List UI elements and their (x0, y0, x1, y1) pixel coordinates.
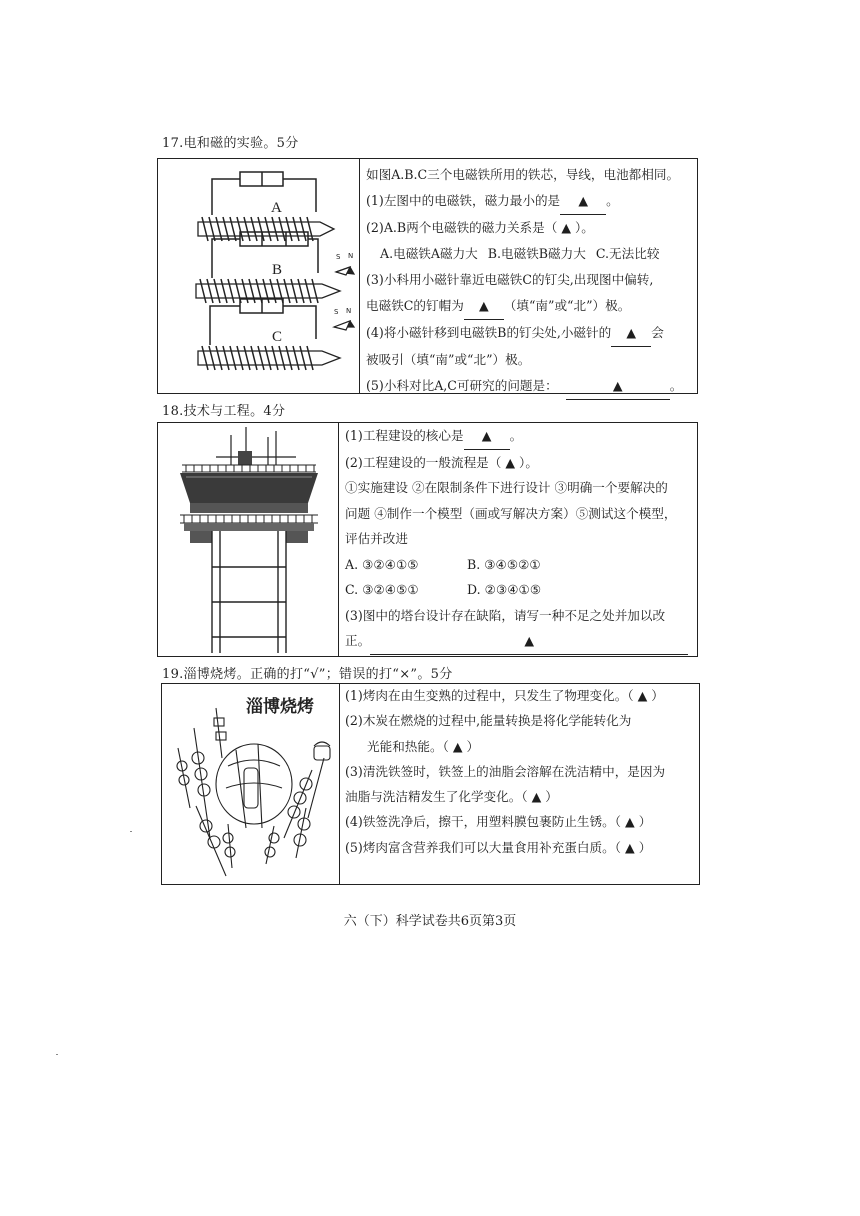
q18-option-d: D. ②③④①⑤ (467, 582, 542, 597)
q19-box (161, 683, 700, 885)
q19-item3: (3)清洗铁签时，铁签上的油脂会溶解在洗洁精中，是因为 (345, 763, 666, 779)
q17-item4-cont: 被吸引（填“南”或“北”）极。 (366, 352, 531, 367)
q17-item3-cont (366, 293, 682, 320)
q17-option-c: C.无法比较 (595, 246, 660, 261)
q17-item1-text: (1)左图中的电磁铁，磁力最小的是 (366, 193, 561, 208)
q17-divider (359, 159, 360, 393)
q17-item2-options (366, 241, 682, 267)
q18-item3-text: 正。 (345, 633, 371, 648)
label-a: A (271, 200, 282, 216)
q17-item2: (2)A.B两个电磁铁的磁力关系是（ ▲ ）。 (366, 220, 594, 235)
control-tower-image (176, 427, 326, 653)
q17-option-a: A.电磁铁A磁力大 (380, 246, 478, 261)
q19-item2: (2)木炭在燃烧的过程中,能量转换是将化学能转化为 (345, 713, 632, 729)
scan-speck (56, 1054, 58, 1055)
q18-divider (338, 423, 339, 656)
q19-divider (339, 684, 340, 884)
bbq-drawing (166, 688, 336, 882)
q18-steps-2: 问题 ④制作一个模型（画或写解决方案）⑤测试这个模型， (345, 505, 677, 521)
q18-option-a: A. ③②④①⑤ (345, 556, 419, 572)
page-footer: 六（下）科学试卷共6页第3页 (343, 914, 517, 929)
q18-steps-3: 评估并改进 (345, 531, 408, 546)
q17-item1-blank: ▲ (560, 188, 606, 215)
q18-item1-text: (1)工程建设的核心是 (345, 428, 464, 443)
q18-item3: (3)图中的塔台设计存在缺陷，请写一种不足之处并加以改 (345, 607, 666, 623)
q19-item1: (1)烤肉在由生变熟的过程中，只发生了物理变化。（ ▲ ） (345, 688, 664, 703)
q19-item2-cont: 光能和热能。（ ▲ ） (367, 738, 480, 754)
q19-item5: (5)烤肉富含营养我们可以大量食用补充蛋白质。（ ▲ ） (345, 839, 652, 855)
q18-steps-1: ①实施建设 ②在限制条件下进行设计 ③明确一个要解决的 (345, 480, 668, 495)
q18-options-ab (345, 552, 688, 578)
q17-item4 (366, 320, 682, 347)
q17-item4-end: 会 (651, 325, 664, 340)
scan-speck (130, 831, 132, 832)
label-c: C (272, 329, 283, 345)
label-b: B (272, 262, 283, 278)
q18-option-b: B. ③④⑤②① (467, 556, 541, 572)
q18-item3-cont (345, 628, 688, 655)
q17-item5 (366, 373, 682, 400)
q17-item3: (3)小科用小磁针靠近电磁铁C的钉尖,出现图中偏转, (366, 272, 654, 287)
q17-item1 (366, 188, 682, 215)
q17-item4-blank: ▲ (611, 320, 651, 347)
svg-text:S: S (334, 308, 339, 316)
q19-title: 19.淄博烧烤。正确的打“√”；错误的打“×”。5分 (162, 667, 453, 682)
q18-item1-end: 。 (509, 428, 523, 443)
q17-item5-end: 。 (669, 378, 683, 393)
electromagnet-diagram (188, 167, 358, 392)
svg-text:N: N (348, 252, 354, 260)
q18-item2: (2)工程建设的一般流程是（ ▲ ）。 (345, 454, 538, 470)
q18-item3-blank: ▲ (370, 628, 688, 655)
q17-text (366, 162, 682, 400)
q17-item5-blank: ▲ (566, 373, 670, 400)
q19-text (345, 683, 665, 860)
q18-option-c: C. ③②④⑤① (345, 582, 419, 597)
q18-item1-blank: ▲ (464, 423, 510, 450)
q17-item3-end: （填“南”或“北”）极。 (503, 298, 631, 313)
q18-options-cd (345, 577, 688, 603)
q18-box (157, 422, 698, 657)
svg-text:N: N (346, 307, 352, 315)
q18-text (345, 423, 688, 655)
q17-box (157, 158, 698, 394)
q17-item1-end: 。 (606, 193, 619, 208)
q17-title: 17.电和磁的实验。5分 (162, 136, 299, 151)
q17-intro: 如图A.B.C三个电磁铁所用的铁芯，导线，电池都相同。 (366, 167, 680, 182)
q19-item4: (4)铁签洗净后，擦干，用塑料膜包裹防止生锈。（ ▲ ） (345, 814, 652, 830)
q18-title: 18.技术与工程。4分 (162, 404, 286, 419)
q17-option-b: B.电磁铁B磁力大 (487, 246, 586, 261)
q18-item1 (345, 423, 688, 450)
q19-item3-cont: 油脂与洗洁精发生了化学变化。（ ▲ ） (345, 789, 558, 805)
q17-item5-text: (5)小科对比A,C可研究的问题是： (366, 378, 558, 393)
bbq-drawing-title: 淄博烧烤 (246, 697, 314, 717)
svg-text:S: S (336, 253, 341, 261)
q17-item4-text: (4)将小磁针移到电磁铁B的钉尖处,小磁针的 (366, 325, 612, 340)
q17-item3-text: 电磁铁C的钉帽为 (366, 298, 464, 313)
q17-item3-blank: ▲ (464, 293, 504, 320)
